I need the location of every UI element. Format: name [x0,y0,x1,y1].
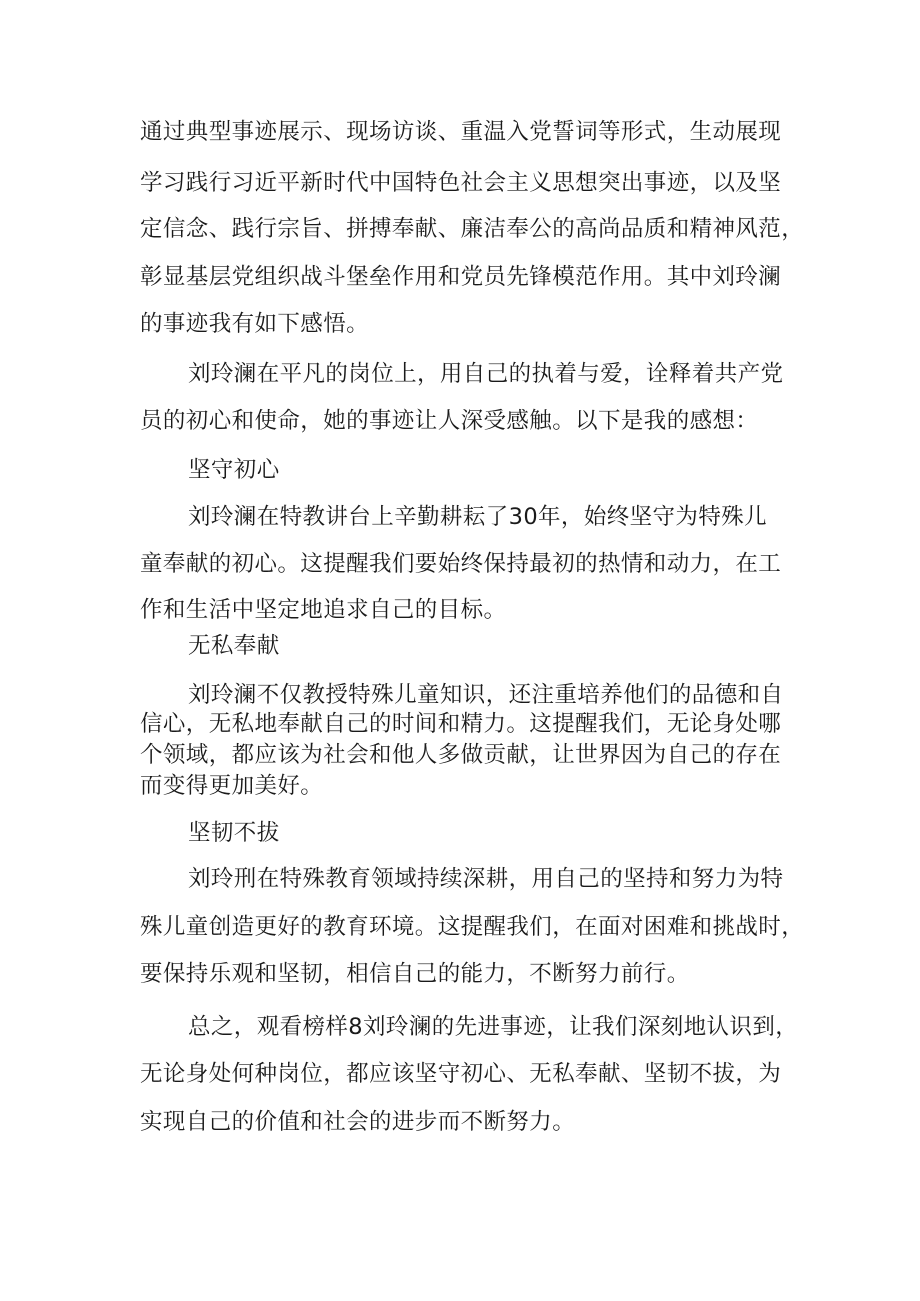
paragraph-line: 的事迹我有如下感悟。 [140,311,370,337]
paragraph-line: 刘玲刑在特殊教育领域持续深耕，用自己的坚持和努力为特 [188,866,784,892]
paragraph-line: 实现自己的价值和社会的进步而不断努力。 [140,1109,576,1135]
paragraph-line: 刘玲澜在平凡的岗位上，用自己的执着与爱，诠释着共产党 [188,361,784,387]
paragraph-line: 个领域，都应该为社会和他人多做贡献，让世界因为自己的存在 [140,742,782,768]
paragraph-line: 刘玲澜在特教讲台上辛勤耕耘了30年，始终坚守为特殊儿 [188,504,768,530]
paragraph-line: 总之，观看榜样8刘玲澜的先进事迹，让我们深刻地认识到， [188,1014,799,1040]
section-heading: 坚韧不拔 [188,820,280,846]
paragraph-line: 童奉献的初心。这提醒我们要始终保持最初的热情和动力，在工 [140,551,782,577]
paragraph-line: 而变得更加美好。 [140,773,324,799]
section-heading: 坚守初心 [188,457,280,483]
paragraph-line: 通过典型事迹展示、现场访谈、重温入党誓词等形式，生动展现 [140,119,782,145]
paragraph-line: 刘玲澜不仅教授特殊儿童知识，还注重培养他们的品德和自 [188,682,784,708]
section-heading: 无私奉献 [188,633,280,659]
paragraph-line: 无论身处何种岗位，都应该坚守初心、无私奉献、坚韧不拔，为 [140,1061,782,1087]
paragraph-line: 要保持乐观和坚韧，相信自己的能力，不断努力前行。 [140,961,690,987]
paragraph-line: 学习践行习近平新时代中国特色社会主义思想突出事迹，以及坚 [140,170,782,196]
paragraph-line: 彰显基层党组织战斗堡垒作用和党员先锋模范作用。其中刘玲澜 [140,264,782,290]
paragraph-line: 员的初心和使命，她的事迹让人深受感触。以下是我的感想： [140,408,759,434]
paragraph-line: 信心，无私地奉献自己的时间和精力。这提醒我们，无论身处哪 [140,711,782,737]
paragraph-line: 殊儿童创造更好的教育环境。这提醒我们，在面对困难和挑战时， [140,914,805,940]
paragraph-line: 定信念、践行宗旨、拼搏奉献、廉洁奉公的高尚品质和精神风范， [140,216,805,242]
paragraph-line: 作和生活中坚定地追求自己的目标。 [140,597,507,623]
